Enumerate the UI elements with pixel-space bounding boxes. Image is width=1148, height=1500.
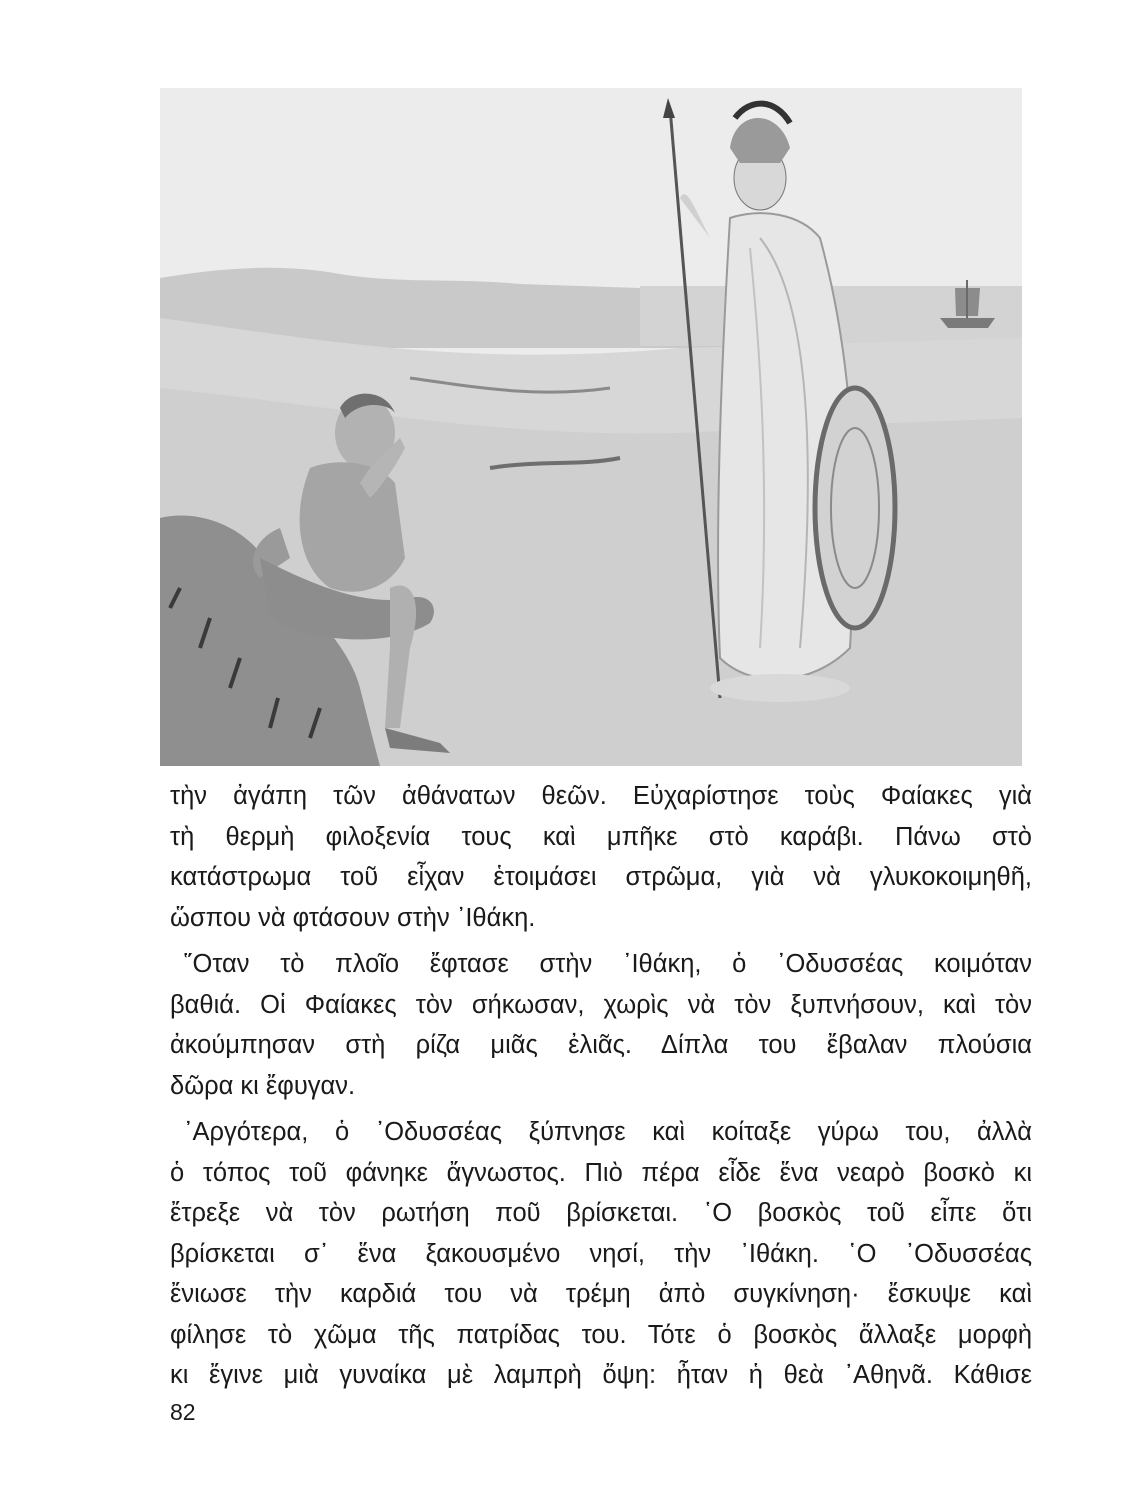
text-line: βρίσκεται σ᾿ ἕνα ξακουσμένο νησί, τὴν ᾿Ιθάκη. ῾Ο ᾿Οδυσσέας — [170, 1239, 1032, 1268]
paragraph-3 — [170, 1112, 1032, 1396]
text-line: τὴν ἀγάπη τῶν ἀθάνατων θεῶν. Εὐχαρίστησε τοὺς Φαίακες γιὰ — [170, 782, 1032, 810]
text-line: δῶρα κι ἔφυγαν. — [170, 1071, 356, 1100]
illustration-odysseus-athena — [160, 88, 1022, 766]
page-number: 82 — [170, 1399, 196, 1425]
text-line: ὥσπου νὰ φτάσουν στὴν ᾿Ιθάκη. — [170, 903, 536, 932]
text-line: κι ἔγινε μιὰ γυναίκα μὲ λαμπρὴ ὄψη: ἦταν ἡ θεὰ ᾿Αθηνᾶ. Κάθισε — [170, 1361, 1032, 1389]
text-line: ἔνιωσε τὴν καρδιά του νὰ τρέμη ἀπὸ συγκίνηση· ἔσκυψε καὶ — [170, 1280, 1032, 1308]
text-line: ἀκούμπησαν στὴ ρίζα μιᾶς ἐλιᾶς. Δίπλα του ἔβαλαν πλούσια — [170, 1031, 1032, 1059]
text-line: κατάστρωμα τοῦ εἶχαν ἑτοιμάσει στρῶμα, γιὰ νὰ γλυκοκοιμηθῆ, — [170, 863, 1032, 891]
paragraph-2 — [170, 944, 1032, 1106]
text-line: ῞Οταν τὸ πλοῖο ἔφτασε στὴν ᾿Ιθάκη, ὁ ᾿Οδυσσέας κοιμόταν — [184, 950, 1032, 978]
text-line: ᾿Αργότερα, ὁ ᾿Οδυσσέας ξύπνησε καὶ κοίταξε γύρω του, ἀλλὰ — [184, 1118, 1032, 1146]
body-text — [170, 776, 1032, 1402]
text-line: ἔτρεξε νὰ τὸν ρωτήση ποῦ βρίσκεται. ῾Ο βοσκὸς τοῦ εἶπε ὅτι — [170, 1199, 1032, 1227]
illustration-drawing — [160, 88, 1022, 766]
paragraph-1 — [170, 776, 1032, 938]
text-line: ὁ τόπος τοῦ φάνηκε ἄγνωστος. Πιὸ πέρα εἶδε ἕνα νεαρὸ βοσκὸ κι — [170, 1158, 1032, 1187]
text-line: τὴ θερμὴ φιλοξενία τους καὶ μπῆκε στὸ καράβι. Πάνω στὸ — [170, 822, 1032, 851]
text-line: βαθιά. Οἱ Φαίακες τὸν σήκωσαν, χωρὶς νὰ τὸν ξυπνήσουν, καὶ τὸν — [170, 990, 1032, 1019]
text-line: φίλησε τὸ χῶμα τῆς πατρίδας του. Τότε ὁ βοσκὸς ἄλλαξε μορφὴ — [170, 1320, 1032, 1349]
